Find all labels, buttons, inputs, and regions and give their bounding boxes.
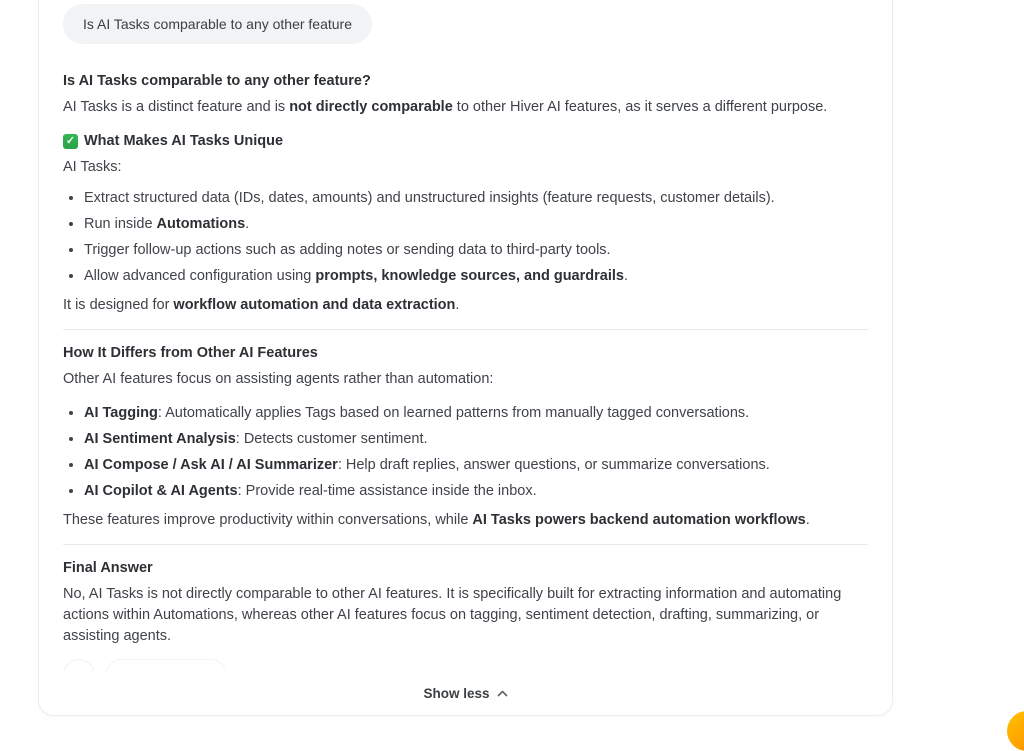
unique-outro-paragraph: It is designed for workflow automation and data extraction. <box>63 297 460 313</box>
differs-outro-paragraph: These features improve productivity within conversations, while AI Tasks powers backend automation workflows. <box>63 512 810 528</box>
list-item: • Extract structured data (IDs, dates, amounts) and unstructured insights (feature requests, customer details). <box>84 188 868 209</box>
unique-bullet-list <box>63 188 868 287</box>
check-mark-emoji-icon: ✓ <box>63 134 78 149</box>
user-message-bubble: Is AI Tasks comparable to any other feature <box>63 4 372 44</box>
unique-section-heading-label: What Makes AI Tasks Unique <box>84 133 284 149</box>
section-divider <box>63 329 868 330</box>
section-divider <box>63 544 868 545</box>
list-item: • Allow advanced configuration using prompts, knowledge sources, and guardrails. <box>84 266 868 287</box>
list-item: • AI Tagging: Automatically applies Tags based on learned patterns from manually tagged conversations. <box>84 403 868 424</box>
list-item: • AI Compose / Ask AI / AI Summarizer: Help draft replies, answer questions, or summarize conversations. <box>84 455 868 476</box>
list-item: • Run inside Automations. <box>84 214 868 235</box>
assistant-answer <box>63 71 868 647</box>
unique-lead-paragraph: AI Tasks: <box>63 159 122 175</box>
answer-question-heading: Is AI Tasks comparable to any other feature? <box>63 73 371 89</box>
chevron-up-icon <box>497 690 508 697</box>
differs-bullet-list <box>63 403 868 502</box>
list-item: • Trigger follow-up actions such as adding notes or sending data to third-party tools. <box>84 240 868 261</box>
show-less-label: Show less <box>423 685 490 701</box>
unique-section-heading <box>63 131 868 151</box>
list-item: • AI Copilot & AI Agents: Provide real-time assistance inside the inbox. <box>84 481 868 502</box>
answer-intro-paragraph: AI Tasks is a distinct feature and is not directly comparable to other Hiver AI features, as it serves a different purpose. <box>63 99 828 115</box>
final-answer-heading: Final Answer <box>63 560 153 576</box>
chat-widget-launcher[interactable] <box>1007 711 1024 751</box>
list-item: • AI Sentiment Analysis: Detects customer sentiment. <box>84 429 868 450</box>
show-less-button[interactable] <box>39 671 892 715</box>
chat-conversation-card <box>38 0 893 716</box>
chat-scroll-area[interactable] <box>39 0 892 715</box>
differs-section-heading: How It Differs from Other AI Features <box>63 345 318 361</box>
differs-lead-paragraph: Other AI features focus on assisting agents rather than automation: <box>63 371 494 387</box>
final-answer-paragraph: No, AI Tasks is not directly comparable to other AI features. It is specifically built for extracting information and automating actions within Automations, whereas other AI features focus on tagging, sentiment detection, drafting, summarizing, or assisting agents. <box>63 586 842 644</box>
